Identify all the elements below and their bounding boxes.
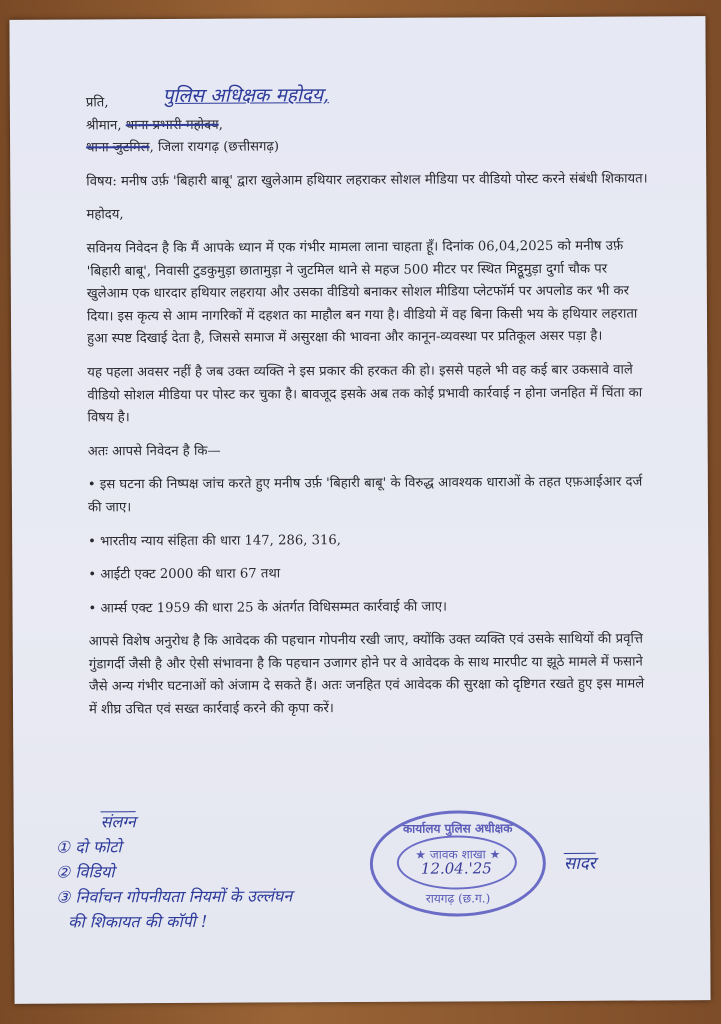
office-stamp [370, 810, 547, 917]
closing-paragraph: आपसे विशेष अनुरोध है कि आवेदक की पहचान गोपनीय रखी जाए, क्योंकि उक्त व्यक्ति एवं उसके साथियों की प्रवृत्ति गुंडागर्दी जैसी है और ऐसी संभावना है कि पहचान उजागर होने पर वे आवेदक के साथ मारपीट या झूठे मामले में फसाने जैसे अन्य गंभीर घटनाओं को अंजाम दे सकते हैं। अतः जनहित एवं आवेदक की सुरक्षा को दृष्टिगत रखते हुए इस मामले में शीघ्र उचित एवं सख्त कार्रवाई करने की कृपा करें। [88, 631, 645, 718]
paragraph: सविनय निवेदन है कि मैं आपके ध्यान में एक गंभीर मामला लाना चाहता हूँ। दिनांक 06,04,2025 को मनीष उर्फ़ 'बिहारी बाबू', निवासी टुडकुमुड़ा छातामुड़ा ने जुटमिल थाने से महज 500 मीटर पर स्थित मिट्ठूमुड़ा दुर्गा चौक पर खुलेआम एक धारदार हथियार लहराया और उसका वीडियो बनाकर सोशल मीडिया प्लेटफॉर्म पर अपलोड कर भी कर दिया। इस कृत्य से आम नागरिकों में दहशत का माहौल बन गया है। वीडियो में वह बिना किसी भय के हथियार लहराता हुआ स्पष्ट दिखाई देता है, जिससे समाज में असुरक्षा की भावना और कानून-व्यवस्था पर प्रतिकूल असर पड़ा है। [86, 238, 638, 347]
annexure-title: संलग्न [100, 812, 136, 832]
salutation-line: श्रीमान, थाना प्रभारी महोदय, [85, 117, 223, 134]
district-line [86, 135, 651, 161]
bullet-item: • भारतीय न्याय संहिता की धारा 147, 286, 316, [88, 532, 342, 549]
district: , जिला रायगढ़ (छत्तीसगढ़) [149, 139, 280, 156]
letter-body [86, 86, 654, 733]
salutation-prefix: श्रीमान, [85, 117, 122, 134]
bullet-item: • आर्म्स एक्ट 1959 की धारा 25 के अंतर्गत विधिसम्मत कार्रवाई की जाए। [88, 599, 448, 617]
stamp-middle-text: ★ जावक शाखा ★ [415, 847, 501, 862]
annexure-item: ① दो फोटो [55, 837, 122, 857]
struck-title: थाना प्रभारी महोदय [125, 117, 219, 133]
paragraph: अतः आपसे निवेदन है कि— [87, 443, 221, 460]
struck-station: थाना जुटमिल [86, 140, 150, 156]
annexure-item: ② विडियो [55, 862, 115, 882]
letter-paper [9, 16, 710, 1004]
stamp-top-text: कार्यालय पुलिस अधीक्षक [402, 821, 513, 836]
stamp-date: 12.04.'25 [420, 859, 492, 878]
stamp-bottom-text: रायगढ़ (छ.ग.) [425, 891, 491, 906]
bullet-item: • इस घटना की निष्पक्ष जांच करते हुए मनीष उर्फ़ 'बिहारी बाबू' के विरुद्ध आवश्यक धाराओं के तहत एफ़आईआर दर्ज की जाए। [87, 474, 643, 516]
signoff: सादर [563, 853, 596, 874]
annexure-list [56, 808, 293, 934]
paragraph: यह पहला अवसर नहीं है जब उक्त व्यक्ति ने इस प्रकार की हरकत की हो। इससे पहले भी वह कई बार उकसावे वाले वीडियो सोशल मीडिया पर पोस्ट कर चुका है। बावजूद इसके अब तक कोई प्रभावी कार्रवाई न होना जनहित में चिंता का विषय है। [87, 362, 643, 426]
subject: विषय: मनीष उर्फ़ 'बिहारी बाबू' द्वारा खुलेआम हथियार लहराकर सोशल मीडिया पर वीडियो पोस्ट करने संबंधी शिकायत। [86, 171, 648, 190]
to-label: प्रति, [85, 95, 109, 111]
annexure-item: की शिकायत की कॉपी ! [68, 911, 208, 932]
annexure-item: ③ निर्वाचन गोपनीयता नियमों के उल्लंघन [55, 886, 293, 907]
handwritten-addressee: पुलिस अधिक्षक महोदय, [162, 84, 330, 108]
bullet-item: • आईटी एक्ट 2000 की धारा 67 तथा [88, 566, 281, 583]
greeting: महोदय, [86, 207, 124, 223]
to-line [86, 86, 651, 115]
